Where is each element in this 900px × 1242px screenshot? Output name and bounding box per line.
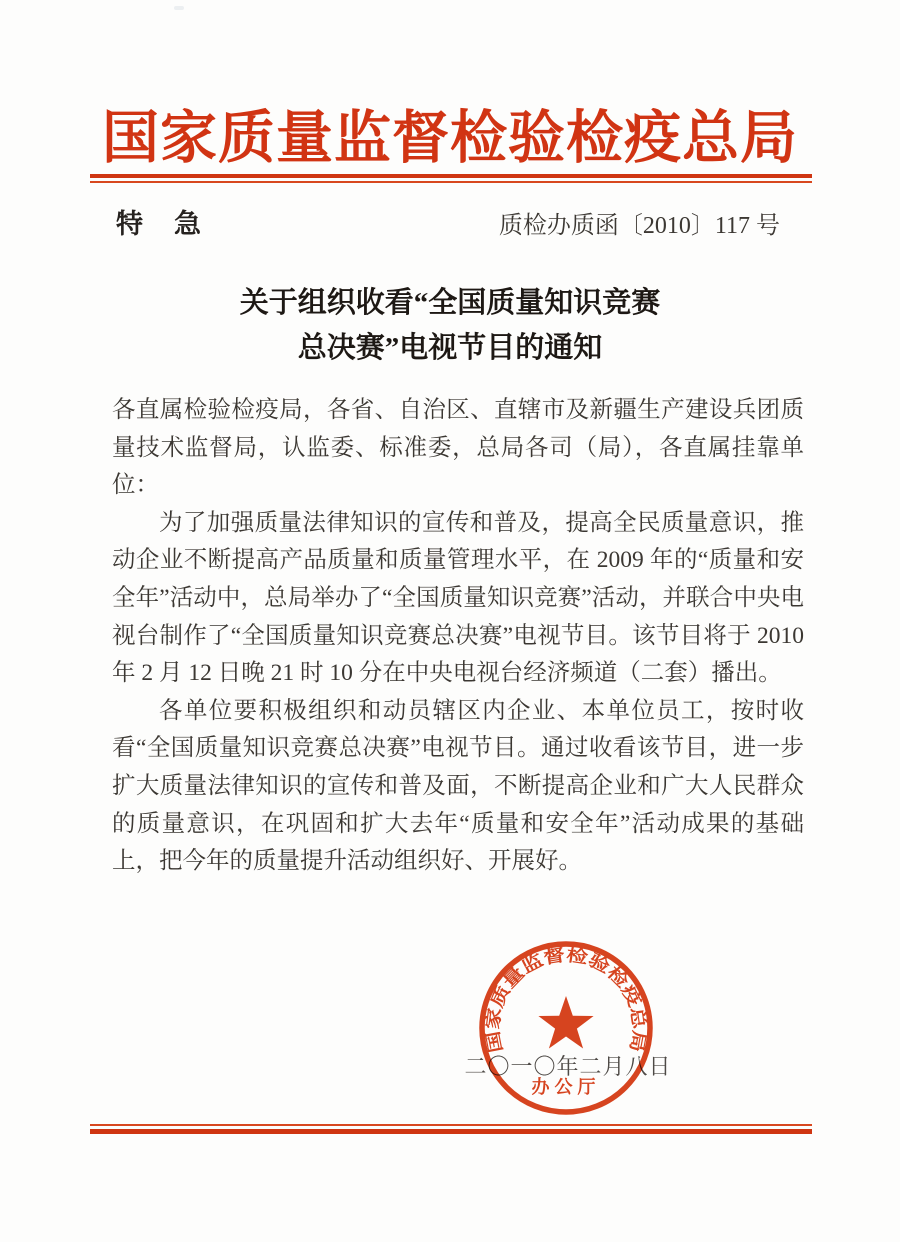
header-rule-thick	[90, 174, 812, 178]
document-title-line1: 关于组织收看“全国质量知识竞赛	[239, 287, 661, 319]
footer-rule-thick	[90, 1129, 812, 1134]
footer-rule-thin	[90, 1124, 812, 1126]
scan-artifact	[174, 6, 184, 10]
seal-ring-text: 国家质量监督检验检疫总局	[482, 944, 650, 1055]
body-paragraph: 为了加强质量法律知识的宣传和普及，提高全民质量意识，推动企业不断提高产品质量和质量管理水平，在 2009 年的“质量和安全年”活动中，总局举办了“全国质量知识竞赛”活动，并联合中央电视台制作了“全国质量知识竞赛总决赛”电视节目。该节目将于 2010 年 2 月 12 日晚 21 时 10 分在中央电视台经济频道（二套）播出。	[112, 509, 804, 687]
star-icon	[538, 996, 593, 1049]
issue-date: 二〇一〇年二月八日	[464, 1054, 672, 1079]
footer-rule	[90, 1124, 812, 1134]
header-rule-thin	[90, 181, 812, 183]
document-number: 质检办质函〔2010〕117 号	[498, 213, 780, 239]
body-paragraph: 各单位要积极组织和动员辖区内企业、本单位员工，按时收看“全国质量知识竞赛总决赛”电视节目。通过收看该节目，进一步扩大质量法律知识的宣传和普及面，不断提高企业和广大人民群众的质量意识，在巩固和扩大去年“质量和安全年”活动成果的基础上，把今年的质量提升活动组织好、开展好。	[112, 697, 804, 875]
document-title	[0, 281, 900, 371]
seal-office-text: 办公厅	[531, 1077, 601, 1097]
document-body	[112, 392, 804, 881]
official-seal	[477, 939, 655, 1117]
agency-header-title: 国家质量监督检验检疫总局	[102, 107, 798, 170]
meta-row	[116, 202, 780, 241]
salutation: 各直属检验检疫局，各省、自治区、直辖市及新疆生产建设兵团质量技术监督局，认监委、标准委，总局各司（局），各直属挂靠单位：	[112, 397, 804, 499]
urgency-label: 特 急	[116, 209, 203, 239]
header-rule	[90, 174, 812, 183]
document-title-line2: 总决赛”电视节目的通知	[297, 332, 603, 364]
